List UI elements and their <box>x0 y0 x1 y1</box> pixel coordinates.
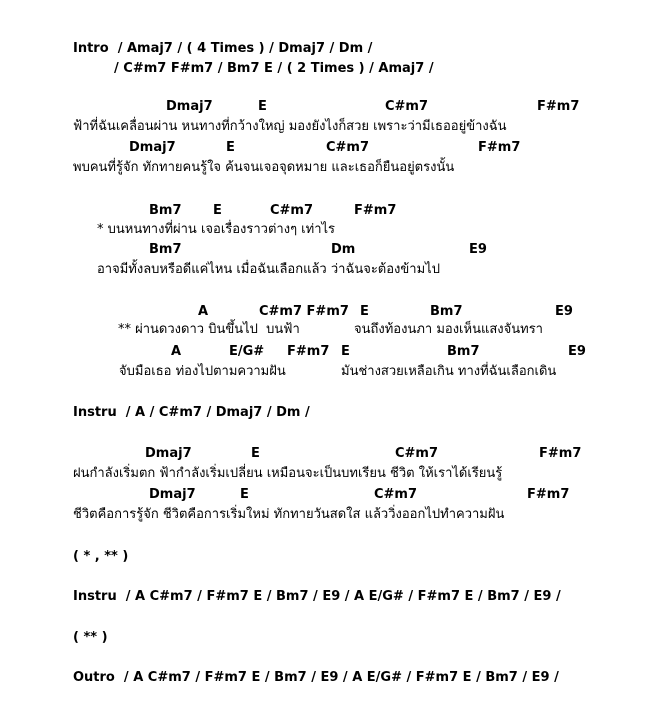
lyric-line: ** ผ่านดวงดาว บินขึ้นไป บนฟ้า <box>118 322 300 337</box>
chord: A <box>198 304 209 319</box>
chord: C#m7 <box>270 203 314 218</box>
chord: Dmaj7 <box>166 99 213 114</box>
repeat-marker: ( ** ) <box>73 630 108 645</box>
chord: F#m7 <box>539 446 582 461</box>
lyric-line: มันช่างสวยเหลือเกิน ทางที่ฉันเลือกเดิน <box>341 364 557 379</box>
chord: C#m7 F#m7 <box>259 304 349 319</box>
chord: C#m7 <box>326 140 370 155</box>
chord: E/G# <box>229 344 265 359</box>
intro-line-1: Intro / Amaj7 / ( 4 Times ) / Dmaj7 / Dm / <box>73 41 373 56</box>
chord: F#m7 <box>478 140 521 155</box>
chord: Bm7 <box>149 203 182 218</box>
lyric-line: อาจมีทั้งลบหรือดีแค่ไหน เมื่อฉันเลือกแล้ว ว่าฉันจะต้องข้ามไป <box>97 262 440 277</box>
chord: A <box>171 344 182 359</box>
chord: Dmaj7 <box>129 140 176 155</box>
outro-line: Outro / A C#m7 / F#m7 E / Bm7 / E9 / A E/G# / F#m7 E / Bm7 / E9 / <box>73 670 559 685</box>
chord: E <box>213 203 222 218</box>
chord: E <box>226 140 235 155</box>
lyric-line: ฟ้าที่ฉันเคลื่อนผ่าน หนทางที่กว้างใหญ่ มองยังไงก็สวย เพราะว่ามีเธออยู่ข้างฉัน <box>73 119 507 134</box>
chord: C#m7 <box>385 99 429 114</box>
chord: F#m7 <box>527 487 570 502</box>
lyric-line: พบคนที่รู้จัก ทักทายคนรู้ใจ ค้นจนเจอจุดหมาย และเธอก็ยืนอยู่ตรงนั้น <box>73 160 455 175</box>
chord: Bm7 <box>149 242 182 257</box>
chord: Dmaj7 <box>145 446 192 461</box>
repeat-marker: ( * , ** ) <box>73 549 129 564</box>
chord: Bm7 <box>447 344 480 359</box>
chord: E9 <box>469 242 487 257</box>
chord: C#m7 <box>395 446 439 461</box>
chord: E9 <box>555 304 573 319</box>
chord: Dm <box>331 242 356 257</box>
chord: E9 <box>568 344 586 359</box>
lyric-line: จับมือเธอ ท่องไปตามความฝัน <box>119 364 286 379</box>
chord: E <box>360 304 369 319</box>
instrumental-line: Instru / A / C#m7 / Dmaj7 / Dm / <box>73 405 310 420</box>
lyric-line: * บนหนทางที่ผ่าน เจอเรื่องราวต่างๆ เท่าไร <box>97 222 336 237</box>
lyric-line: ฝนกำลังเริ่มตก ฟ้ากำลังเริ่มเปลี่ยน เหมือนจะเป็นบทเรียน ชีวิต ให้เราได้เรียนรู้ <box>73 466 503 481</box>
chord: E <box>251 446 260 461</box>
chord: F#m7 <box>287 344 330 359</box>
chord: Bm7 <box>430 304 463 319</box>
instrumental-line: Instru / A C#m7 / F#m7 E / Bm7 / E9 / A E/G# / F#m7 E / Bm7 / E9 / <box>73 589 561 604</box>
intro-line-2: / C#m7 F#m7 / Bm7 E / ( 2 Times ) / Amaj7 / <box>114 61 434 76</box>
chord: E <box>240 487 249 502</box>
lyric-line: ชีวิตคือการรู้จัก ชีวิตคือการเริ่มใหม่ ทักทายวันสดใส แล้ววิ่งออกไปทำความฝัน <box>73 507 505 522</box>
chord: C#m7 <box>374 487 418 502</box>
chord: E <box>341 344 350 359</box>
chord: F#m7 <box>354 203 397 218</box>
chord: F#m7 <box>537 99 580 114</box>
lyric-line: จนถึงท้องนภา มองเห็นแสงจันทรา <box>354 322 543 337</box>
chord: E <box>258 99 267 114</box>
chord: Dmaj7 <box>149 487 196 502</box>
